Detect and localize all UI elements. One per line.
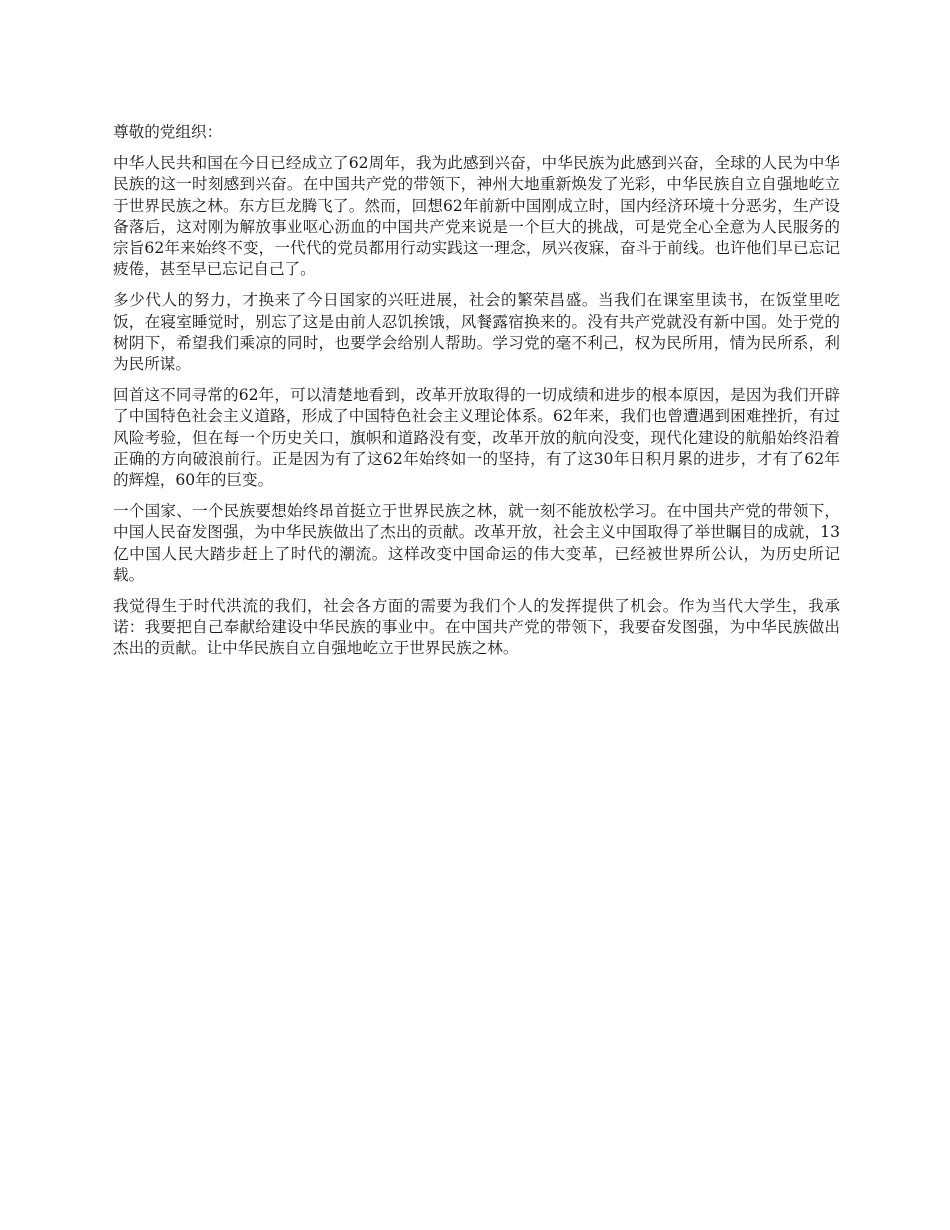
paragraph-3: 回首这不同寻常的62年，可以清楚地看到，改革开放取得的一切成绩和进步的根本原因，是因为我们开辟了中国特色社会主义道路，形成了中国特色社会主义理论体系。62年来，我们也曾遭遇到困难挫折，有过风险考验，但在每一个历史关口，旗帜和道路没有变，改革开放的航向没变，现代化建设的航船始终沿着正确的方向破浪前行。正是因为有了这62年始终如一的坚持，有了这30年日积月累的进步，才有了62年的辉煌，60年的巨变。 [113,386,840,490]
paragraph-4: 一个国家、一个民族要想始终昂首挺立于世界民族之林，就一刻不能放松学习。在中国共产党的带领下，中国人民奋发图强，为中华民族做出了杰出的贡献。改革开放，社会主义中国取得了举世瞩目的成就，13亿中国人民大踏步赶上了时代的潮流。这样改变中国命运的伟大变革，已经被世界所公认，为历史所记载。 [113,502,840,584]
paragraph-1: 中华人民共和国在今日已经成立了62周年，我为此感到兴奋，中华民族为此感到兴奋，全球的人民为中华民族的这一时刻感到兴奋。在中国共产党的带领下，神州大地重新焕发了光彩，中华民族自立自强地屹立于世界民族之林。东方巨龙腾飞了。然而，回想62年前新中国刚成立时，国内经济环境十分恶劣，生产设备落后，这对刚为解放事业呕心沥血的中国共产党来说是一个巨大的挑战，可是党全心全意为人民服务的宗旨62年来始终不变，一代代的党员都用行动实践这一理念，夙兴夜寐，奋斗于前线。也许他们早已忘记疲倦，甚至早已忘记自己了。 [113,154,840,279]
document-page [113,122,840,670]
salutation: 尊敬的党组织： [113,123,223,141]
paragraph-2: 多少代人的努力，才换来了今日国家的兴旺进展，社会的繁荣昌盛。当我们在课室里读书，在饭堂里吃饭，在寝室睡觉时，别忘了这是由前人忍饥挨饿，风餐露宿换来的。没有共产党就没有新中国。处于党的树阴下，希望我们乘凉的同时，也要学会给别人帮助。学习党的毫不利己，权为民所用，情为民所系，利为民所谋。 [113,291,840,374]
paragraph-5: 我觉得生于时代洪流的我们，社会各方面的需要为我们个人的发挥提供了机会。作为当代大学生，我承诺：我要把自己奉献给建设中华民族的事业中。在中国共产党的带领下，我要奋发图强，为中华民族做出杰出的贡献。让中华民族自立自强地屹立于世界民族之林。 [113,597,840,658]
